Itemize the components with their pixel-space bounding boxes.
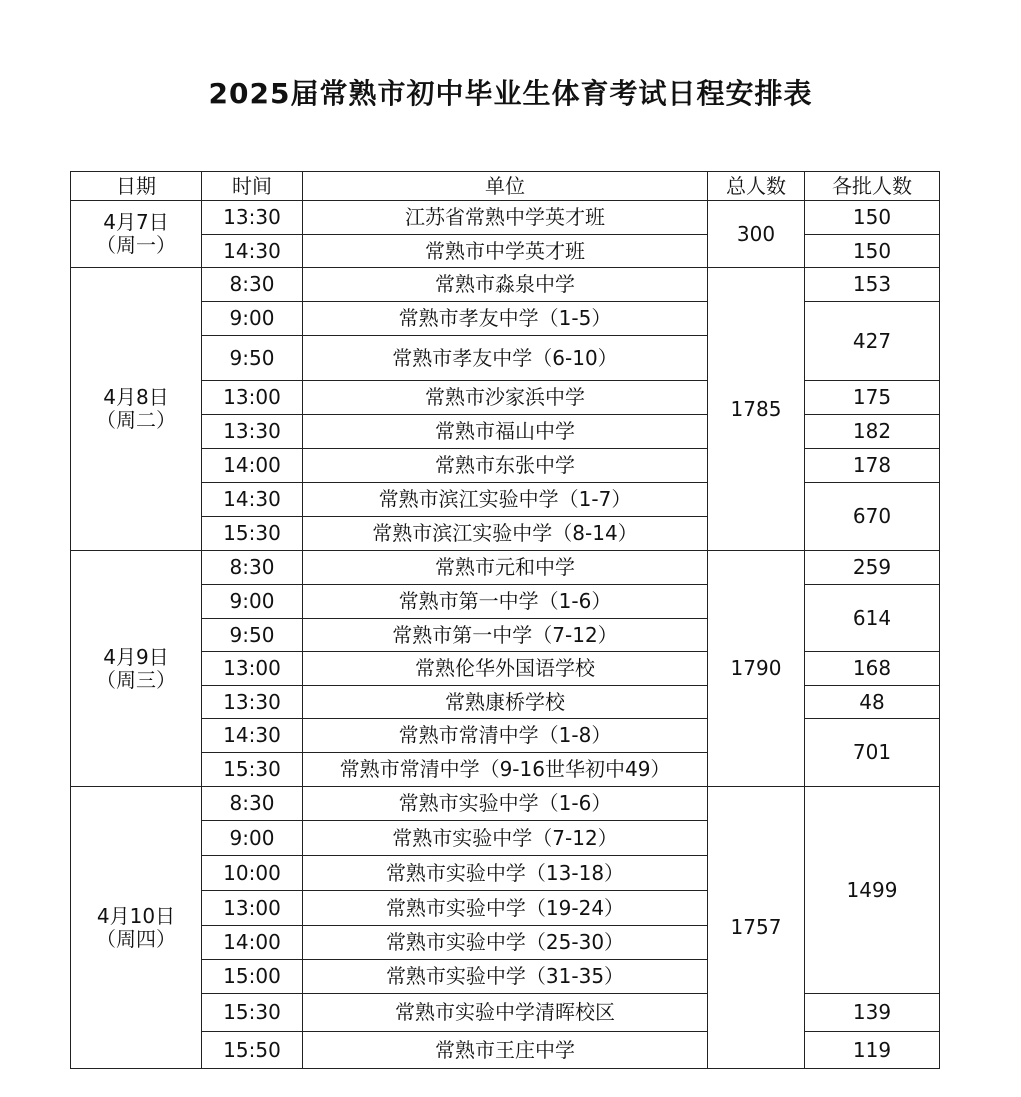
unit-cell: 常熟市实验中学（1-6） bbox=[303, 787, 708, 821]
batch-cell: 614 bbox=[805, 585, 940, 652]
unit-cell: 常熟市东张中学 bbox=[303, 449, 708, 483]
total-cell: 1757 bbox=[708, 787, 805, 1069]
weekday-label: （周二） bbox=[96, 408, 176, 432]
time-cell: 13:00 bbox=[202, 652, 303, 686]
table-row bbox=[71, 686, 940, 719]
unit-cell: 常熟市元和中学 bbox=[303, 551, 708, 585]
unit-cell: 常熟市常清中学（1-8） bbox=[303, 719, 708, 753]
unit-cell: 常熟市第一中学（1-6） bbox=[303, 585, 708, 619]
table-row bbox=[71, 787, 940, 821]
table-row bbox=[71, 585, 940, 619]
batch-cell: 178 bbox=[805, 449, 940, 483]
header-unit: 单位 bbox=[303, 172, 708, 201]
total-cell: 1785 bbox=[708, 268, 805, 551]
table-row bbox=[71, 1032, 940, 1069]
header-date: 日期 bbox=[71, 172, 202, 201]
header-batch: 各批人数 bbox=[805, 172, 940, 201]
time-cell: 14:30 bbox=[202, 483, 303, 517]
schedule-table bbox=[70, 171, 940, 1069]
batch-cell: 168 bbox=[805, 652, 940, 686]
time-cell: 14:30 bbox=[202, 719, 303, 753]
date-label: 4月10日 bbox=[96, 903, 176, 928]
unit-cell: 常熟市第一中学（7-12） bbox=[303, 619, 708, 652]
table-row bbox=[71, 302, 940, 336]
unit-cell: 常熟市常清中学（9-16世华初中49） bbox=[303, 753, 708, 787]
time-cell: 13:00 bbox=[202, 381, 303, 415]
time-cell: 9:00 bbox=[202, 585, 303, 619]
unit-cell: 常熟伦华外国语学校 bbox=[303, 652, 708, 686]
unit-cell: 常熟市实验中学（31-35） bbox=[303, 960, 708, 994]
unit-cell: 常熟市滨江实验中学（1-7） bbox=[303, 483, 708, 517]
time-cell: 13:30 bbox=[202, 201, 303, 235]
date-cell bbox=[71, 201, 202, 268]
batch-cell: 48 bbox=[805, 686, 940, 719]
unit-cell: 常熟市孝友中学（6-10） bbox=[303, 336, 708, 381]
header-time: 时间 bbox=[202, 172, 303, 201]
weekday-label: （周四） bbox=[96, 926, 176, 951]
time-cell: 8:30 bbox=[202, 787, 303, 821]
time-cell: 14:30 bbox=[202, 235, 303, 268]
date-label: 4月8日 bbox=[103, 385, 169, 409]
batch-cell: 139 bbox=[805, 994, 940, 1032]
time-cell: 14:00 bbox=[202, 449, 303, 483]
batch-cell: 182 bbox=[805, 415, 940, 449]
time-cell: 13:00 bbox=[202, 891, 303, 926]
table-row bbox=[71, 381, 940, 415]
unit-cell: 常熟市实验中学（7-12） bbox=[303, 821, 708, 856]
time-cell: 9:50 bbox=[202, 619, 303, 652]
date-label: 4月7日 bbox=[103, 210, 169, 234]
time-cell: 8:30 bbox=[202, 268, 303, 302]
unit-cell: 常熟市福山中学 bbox=[303, 415, 708, 449]
time-cell: 10:00 bbox=[202, 856, 303, 891]
batch-cell: 153 bbox=[805, 268, 940, 302]
time-cell: 9:00 bbox=[202, 302, 303, 336]
table-row bbox=[71, 235, 940, 268]
table-row bbox=[71, 994, 940, 1032]
unit-cell: 常熟市实验中学（19-24） bbox=[303, 891, 708, 926]
time-cell: 13:30 bbox=[202, 686, 303, 719]
total-cell: 300 bbox=[708, 201, 805, 268]
time-cell: 15:30 bbox=[202, 517, 303, 551]
batch-cell: 150 bbox=[805, 235, 940, 268]
unit-cell: 常熟市王庄中学 bbox=[303, 1032, 708, 1069]
unit-cell: 常熟市中学英才班 bbox=[303, 235, 708, 268]
page-title: 2025届常熟市初中毕业生体育考试日程安排表 bbox=[208, 77, 813, 110]
unit-cell: 常熟市实验中学清晖校区 bbox=[303, 994, 708, 1032]
table-row bbox=[71, 449, 940, 483]
unit-cell: 常熟市实验中学（25-30） bbox=[303, 926, 708, 960]
header-row bbox=[71, 172, 940, 201]
time-cell: 15:30 bbox=[202, 753, 303, 787]
table-row bbox=[71, 483, 940, 517]
time-cell: 15:50 bbox=[202, 1032, 303, 1069]
unit-cell: 常熟市孝友中学（1-5） bbox=[303, 302, 708, 336]
unit-cell: 常熟市沙家浜中学 bbox=[303, 381, 708, 415]
batch-cell: 175 bbox=[805, 381, 940, 415]
table-row bbox=[71, 551, 940, 585]
batch-cell: 701 bbox=[805, 719, 940, 787]
unit-cell: 常熟市淼泉中学 bbox=[303, 268, 708, 302]
table-row bbox=[71, 719, 940, 753]
time-cell: 8:30 bbox=[202, 551, 303, 585]
batch-cell: 259 bbox=[805, 551, 940, 585]
table-row bbox=[71, 415, 940, 449]
header-total: 总人数 bbox=[708, 172, 805, 201]
batch-cell: 427 bbox=[805, 302, 940, 381]
time-cell: 14:00 bbox=[202, 926, 303, 960]
time-cell: 15:30 bbox=[202, 994, 303, 1032]
unit-cell: 江苏省常熟中学英才班 bbox=[303, 201, 708, 235]
weekday-label: （周一） bbox=[96, 233, 176, 257]
unit-cell: 常熟市滨江实验中学（8-14） bbox=[303, 517, 708, 551]
time-cell: 9:50 bbox=[202, 336, 303, 381]
time-cell: 9:00 bbox=[202, 821, 303, 856]
table-row bbox=[71, 652, 940, 686]
table-row bbox=[71, 201, 940, 235]
batch-cell: 150 bbox=[805, 201, 940, 235]
date-cell bbox=[71, 551, 202, 787]
unit-cell: 常熟康桥学校 bbox=[303, 686, 708, 719]
date-label: 4月9日 bbox=[103, 644, 169, 669]
date-cell bbox=[71, 268, 202, 551]
batch-cell: 670 bbox=[805, 483, 940, 551]
time-cell: 13:30 bbox=[202, 415, 303, 449]
weekday-label: （周三） bbox=[96, 667, 176, 692]
total-cell: 1790 bbox=[708, 551, 805, 787]
batch-cell: 119 bbox=[805, 1032, 940, 1069]
time-cell: 15:00 bbox=[202, 960, 303, 994]
table-row bbox=[71, 268, 940, 302]
batch-cell: 1499 bbox=[805, 787, 940, 994]
unit-cell: 常熟市实验中学（13-18） bbox=[303, 856, 708, 891]
date-cell bbox=[71, 787, 202, 1069]
schedule-body bbox=[71, 201, 940, 1069]
